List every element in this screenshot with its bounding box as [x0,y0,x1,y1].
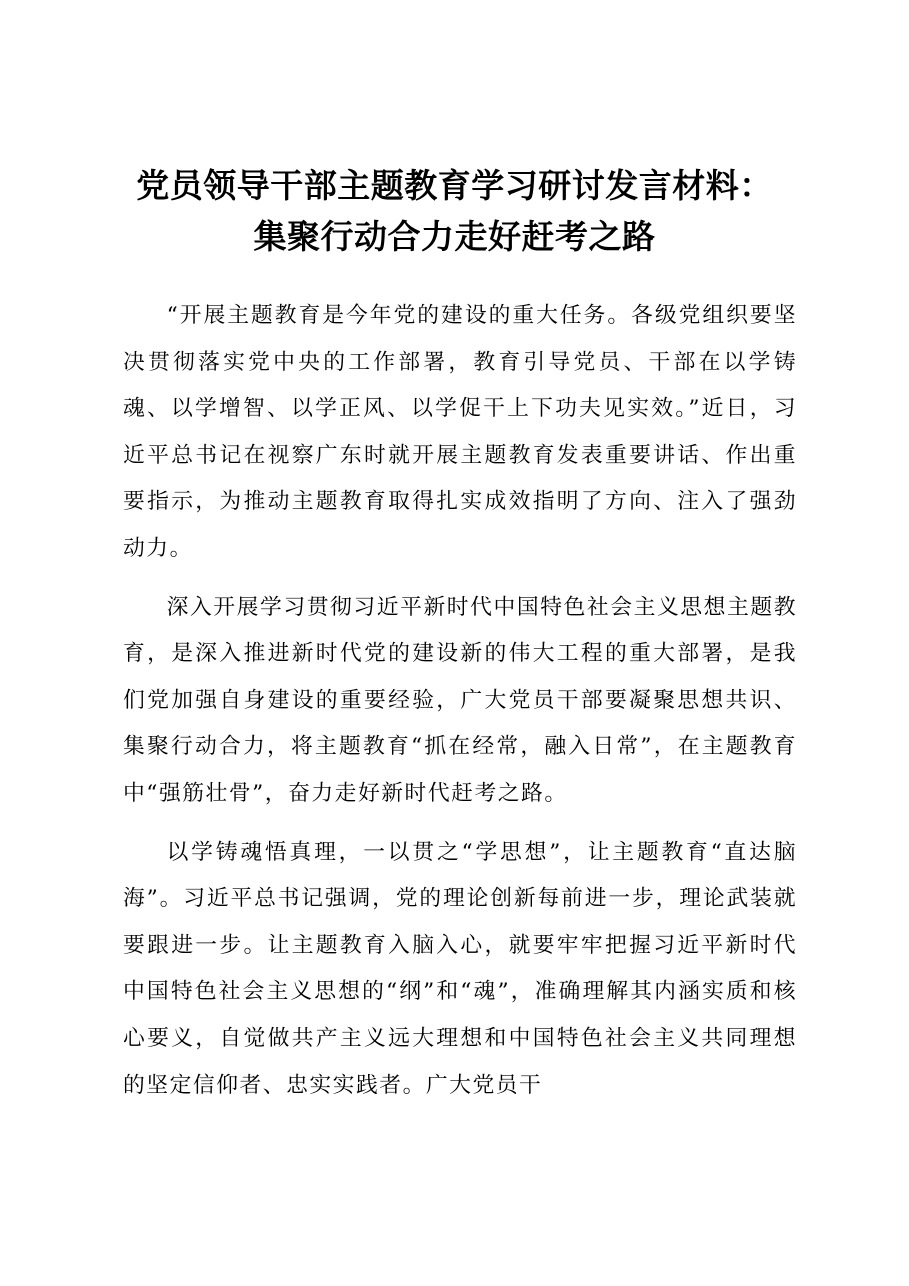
document-body [123,293,797,1121]
paragraph-1: “开展主题教育是今年党的建设的重大任务。各级党组织要坚决贯彻落实党中央的工作部署，教育引导党员、干部在以学铸魂、以学增智、以学正风、以学促干上下功夫见实效。”近日，习近平总书记在视察广东时就开展主题教育发表重要讲话、作出重要指示，为推动主题教育取得扎实成效指明了方向、注入了强劲动力。 [123,303,797,561]
document-title [0,160,909,262]
title-line-1: 党员领导干部主题教育学习研讨发言材料： [136,166,773,205]
paragraph-3: 以学铸魂悟真理，一以贯之“学思想”，让主题教育“直达脑海”。习近平总书记强调，党的理论创新每前进一步，理论武装就要跟进一步。让主题教育入脑入心，就要牢牢把握习近平新时代中国特色社会主义思想的“纲”和“魂”，准确理解其内涵实质和核心要义，自觉做共产主义远大理想和中国特色社会主义共同理想的坚定信仰者、忠实实践者。广大党员干 [123,839,797,1098]
title-line-2: 集聚行动合力走好赶考之路 [253,217,656,256]
paragraph-2: 深入开展学习贯彻习近平新时代中国特色社会主义思想主题教育，是深入推进新时代党的建设新的伟大工程的重大部署，是我们党加强自身建设的重要经验，广大党员干部要凝聚思想共识、集聚行动合力，将主题教育“抓在经常，融入日常”，在主题教育中“强筋壮骨”，奋力走好新时代赶考之路。 [123,594,797,806]
